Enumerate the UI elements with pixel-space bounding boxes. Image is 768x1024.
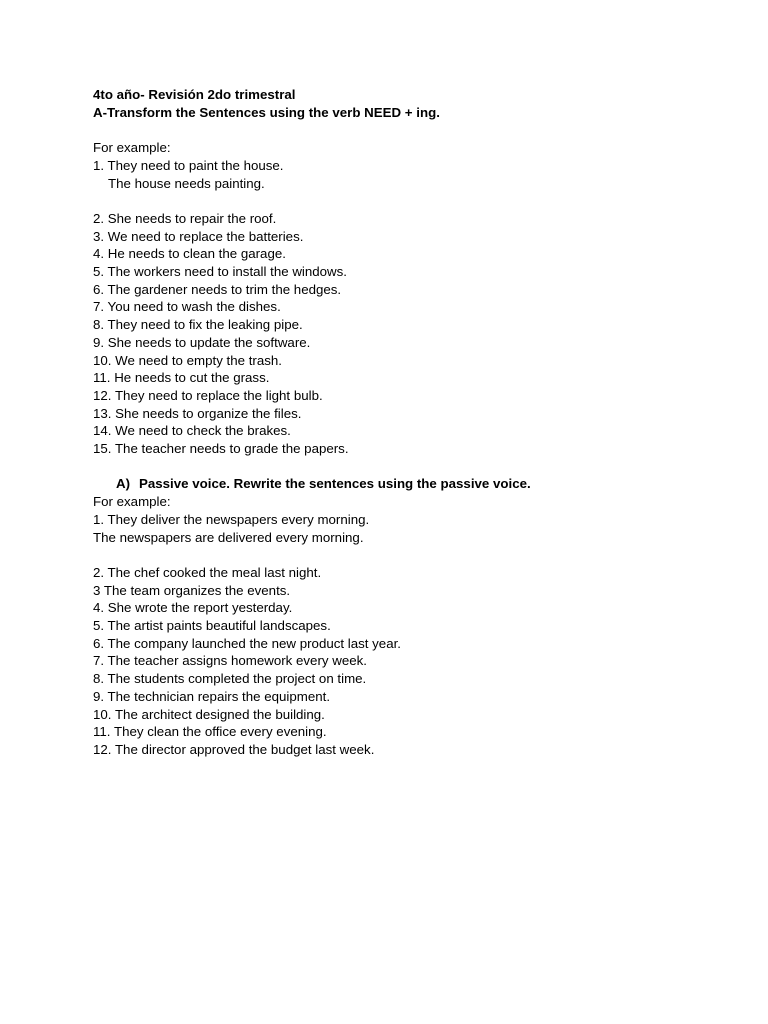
list-item: 4. He needs to clean the garage. — [93, 246, 286, 262]
list-item: 6. The company launched the new product last year. — [93, 635, 401, 651]
list-item: 2. The chef cooked the meal last night. — [93, 564, 322, 580]
section-b-marker: A) — [116, 476, 131, 492]
section-a-instruction: A-Transform the Sentences using the verb NEED + ing. — [93, 104, 440, 120]
list-item: 11. He needs to cut the grass. — [93, 370, 270, 386]
list-item: 11. They clean the office every evening. — [93, 724, 327, 740]
list-item: 13. She needs to organize the files. — [93, 405, 302, 421]
section-b-list — [93, 564, 713, 759]
section-a-list — [93, 210, 713, 458]
section-a-example-label: For example: — [93, 140, 171, 156]
spacer — [93, 121, 713, 139]
list-item: 3. We need to replace the batteries. — [93, 228, 304, 244]
section-b-example-label: For example: — [93, 494, 171, 510]
list-item: 8. They need to fix the leaking pipe. — [93, 317, 303, 333]
list-item: 14. We need to check the brakes. — [93, 423, 291, 439]
section-a-example-answer: The house needs painting. — [108, 175, 265, 191]
list-item: 3 The team organizes the events. — [93, 582, 291, 598]
section-b-heading-text: Passive voice. Rewrite the sentences using the passive voice. — [139, 476, 531, 492]
spacer — [93, 458, 713, 476]
list-item: 2. She needs to repair the roof. — [93, 210, 277, 226]
section-b-example-answer: The newspapers are delivered every morning. — [93, 529, 364, 545]
list-item: 4. She wrote the report yesterday. — [93, 600, 293, 616]
list-item: 12. They need to replace the light bulb. — [93, 387, 323, 403]
list-item: 7. You need to wash the dishes. — [93, 299, 281, 315]
section-b-heading — [93, 475, 713, 493]
spacer — [93, 546, 713, 564]
list-item: 9. The technician repairs the equipment. — [93, 688, 331, 704]
list-item: 12. The director approved the budget last week. — [93, 741, 375, 757]
document-title: 4to año- Revisión 2do trimestral — [93, 87, 296, 102]
list-item: 7. The teacher assigns homework every week. — [93, 653, 367, 669]
list-item: 5. The artist paints beautiful landscapes. — [93, 618, 331, 634]
list-item: 15. The teacher needs to grade the papers. — [93, 441, 349, 457]
list-item: 8. The students completed the project on time. — [93, 671, 367, 687]
section-b-example-sentence: 1. They deliver the newspapers every morning. — [93, 511, 370, 527]
list-item: 10. The architect designed the building. — [93, 706, 325, 722]
document-page — [93, 86, 713, 759]
list-item: 5. The workers need to install the windows. — [93, 264, 348, 279]
spacer — [93, 192, 713, 210]
section-a-example-sentence: 1. They need to paint the house. — [93, 157, 284, 173]
list-item: 6. The gardener needs to trim the hedges. — [93, 281, 342, 297]
list-item: 9. She needs to update the software. — [93, 334, 311, 350]
list-item: 10. We need to empty the trash. — [93, 352, 282, 368]
